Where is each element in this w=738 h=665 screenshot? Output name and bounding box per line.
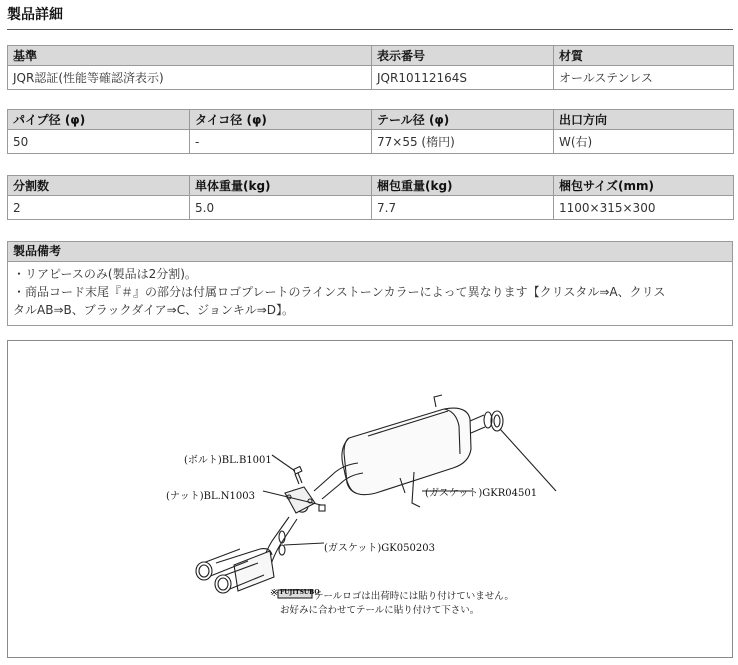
- table-row: [8, 130, 734, 154]
- table-header-row: [8, 46, 734, 66]
- header-exit-direction: 出口方向: [554, 110, 734, 130]
- value-package-weight: 7.7: [372, 196, 554, 220]
- notes-heading: 製品備考: [8, 242, 732, 262]
- notes-body: [8, 262, 732, 325]
- value-standard: JQR認証(性能等確認済表示): [8, 66, 372, 90]
- header-pipe-diameter: パイプ径 (φ): [8, 110, 190, 130]
- table-row: [8, 196, 734, 220]
- notes-line: タルAB⇒B、ブラックダイア⇒C、ジョンキル⇒D】。: [13, 303, 295, 317]
- product-notes: [7, 241, 733, 326]
- page-title: 製品詳細: [7, 7, 63, 23]
- value-tail-diameter: 77×55 (楕円): [372, 130, 554, 154]
- parts-diagram: [7, 340, 733, 658]
- spec-table-weights: [7, 175, 734, 220]
- logo-note-line: テールロゴは出荷時には貼り付けていません。: [314, 591, 514, 602]
- value-pieces: 2: [8, 196, 190, 220]
- label-bolt: (ボルト)BL.B1001: [184, 455, 272, 466]
- header-display-number: 表示番号: [372, 46, 554, 66]
- value-pipe-diameter: 50: [8, 130, 190, 154]
- value-display-number: JQR10112164S: [372, 66, 554, 90]
- table-header-row: [8, 110, 734, 130]
- table-header-row: [8, 176, 734, 196]
- header-unit-weight: 単体重量(kg): [190, 176, 372, 196]
- value-unit-weight: 5.0: [190, 196, 372, 220]
- spec-table-diameters: [7, 109, 734, 154]
- header-package-weight: 梱包重量(kg): [372, 176, 554, 196]
- header-tail-diameter: テール径 (φ): [372, 110, 554, 130]
- header-standard: 基準: [8, 46, 372, 66]
- notes-line: ・商品コード末尾『＃』の部分は付属ロゴプレートのラインストーンカラーによって異なります【クリスタル⇒A、クリス: [13, 285, 666, 299]
- table-row: [8, 66, 734, 90]
- spec-table-certification: [7, 45, 734, 90]
- header-muffler-diameter: タイコ径 (φ): [190, 110, 372, 130]
- notes-line: ・リアピースのみ(製品は2分割)。: [13, 267, 197, 281]
- value-material: オールステンレス: [554, 66, 734, 90]
- value-exit-direction: W(右): [554, 130, 734, 154]
- label-gasket-top: (ガスケット)GKR04501: [425, 488, 538, 499]
- label-gasket-bottom: (ガスケット)GK050203: [324, 543, 435, 554]
- header-material: 材質: [554, 46, 734, 66]
- label-nut: (ナット)BL.N1003: [166, 491, 255, 502]
- brand-logo-mark: FUJITSUBO: [280, 589, 320, 596]
- logo-note-prefix: ※: [270, 588, 279, 599]
- header-package-size: 梱包サイズ(mm): [554, 176, 734, 196]
- value-muffler-diameter: -: [190, 130, 372, 154]
- title-divider: [7, 29, 733, 30]
- header-pieces: 分割数: [8, 176, 190, 196]
- logo-note-line: お好みに合わせてテールに貼り付けて下さい。: [280, 605, 480, 616]
- value-package-size: 1100×315×300: [554, 196, 734, 220]
